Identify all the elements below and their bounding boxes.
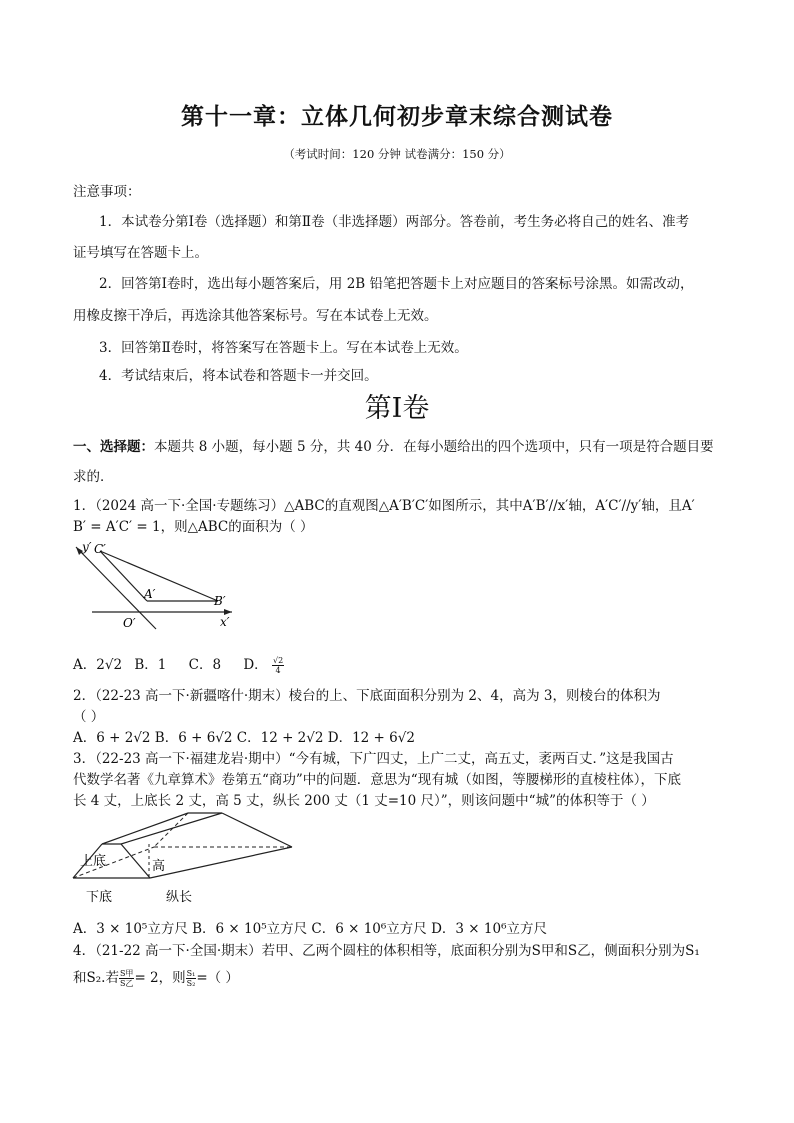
q1-option-b: B．1 — [134, 657, 167, 673]
q1-option-a: A．2√2 — [73, 657, 123, 673]
label-b: B′ — [214, 594, 226, 608]
exam-info: （考试时间：120 分钟 试卷满分：150 分） — [283, 147, 511, 161]
q2-stem: 2．（22-23 高一下·新疆喀什·期末）棱台的上、下底面面积分别为 2、4，高为 3，则棱台的体积为 — [73, 688, 661, 704]
q1-stem-cont: B′ = A′C′ = 1，则△ABC的面积为（ ） — [73, 519, 314, 535]
q2-stem-cont: （ ） — [73, 709, 105, 725]
q4-ratio-lateral: $\frac{\text{S₁}}{\text{S₂}}$ — [186, 969, 196, 988]
notice-item-4: 4．考试结束后，将本试卷和答题卡一并交回。 — [99, 368, 378, 384]
label-x-axis: x′ — [220, 615, 230, 629]
part1-instructions-cont: 求的． — [73, 469, 114, 485]
part1-label: 一、选择题： — [73, 439, 154, 455]
part1-heading — [73, 435, 714, 455]
label-c: C′ — [94, 542, 106, 556]
part1-instructions: 本题共 8 小题，每小题 5 分，共 40 分．在每小题给出的四个选项中，只有一项是符合题目要 — [154, 439, 714, 455]
notice-item-3: 3．回答第Ⅱ卷时，将答案写在答题卡上。写在本试卷上无效。 — [99, 340, 468, 356]
notice-item-1-cont: 证号填写在答题卡上。 — [73, 245, 208, 261]
q3-stem-cont: 代数学名著《九章算术》卷第五“商功”中的问题．意思为“现有城（如图，等腰梯形的直棱柱体），下底 — [73, 772, 681, 788]
q2-options: A．6 + 2√2 B．6 + 6√2 C．12 + 2√2 D．12 + 6√2 — [73, 730, 415, 746]
label-o: O′ — [123, 616, 136, 630]
q4-stem-cont: 和S₂.若 $\frac{\text{S甲}}{\text{S乙}}$ = 2，则 $\frac{\text{S₁}}{\text{S₂}}$ =（ ） — [73, 969, 239, 988]
label-bottom-base: 下底 — [86, 890, 113, 905]
label-height: 高 — [152, 859, 166, 874]
q1-option-c: C．8 — [188, 657, 222, 673]
label-y-axis: y′ — [82, 540, 92, 554]
q1-option-d-fraction: $\frac{√2}{4}$ — [272, 656, 284, 675]
q3-stem-cont2: 长 4 丈，上底长 2 丈，高 5 丈，纵长 200 丈（1 丈=10 尺）”，则该问题中“城”的体积等于（ ） — [73, 793, 655, 809]
notice-heading: 注意事项： — [73, 184, 141, 200]
q4-ratio-base: $\frac{\text{S甲}}{\text{S乙}}$ — [119, 969, 134, 988]
notice-item-2-cont: 用橡皮擦干净后，再选涂其他答案标号。写在本试卷上无效。 — [73, 308, 438, 324]
label-length: 纵长 — [166, 890, 193, 905]
q3-figure — [70, 810, 300, 910]
notice-item-2: 2．回答第Ⅰ卷时，选出每小题答案后，用 2B 铅笔把答题卡上对应题目的答案标号涂黑。如需改动， — [99, 276, 694, 292]
q1-figure — [70, 537, 240, 632]
section-title: 第Ⅰ卷 — [364, 393, 430, 424]
page-title: 第十一章：立体几何初步章末综合测试卷 — [181, 104, 613, 130]
label-a: A′ — [144, 587, 156, 601]
q4-stem: 4．（21-22 高一下·全国·期末）若甲、乙两个圆柱的体积相等，底面积分别为S甲和S乙，侧面积分别为S₁ — [73, 943, 700, 959]
label-top-base: 上底 — [80, 854, 107, 869]
q1-stem: 1．（2024 高一下·全国·专题练习）△ABC的直观图△A′B′C′如图所示，其中A′B′//x′轴，A′C′//y′轴，且A′ — [73, 498, 695, 514]
notice-item-1: 1．本试卷分第Ⅰ卷（选择题）和第Ⅱ卷（非选择题）两部分。答卷前，考生务必将自己的姓名、准考 — [99, 214, 690, 230]
q3-options: A．3 × 10⁵立方尺 B．6 × 10⁵立方尺 C．6 × 10⁶立方尺 D．3 × 10⁶立方尺 — [73, 921, 547, 937]
q3-stem: 3．（22-23 高一下·福建龙岩·期中）“今有城，下广四丈，上广二丈，高五丈，袤两百丈．”这是我国古 — [73, 751, 674, 767]
q1-option-d: D． — [243, 657, 268, 673]
q1-options — [73, 653, 284, 675]
